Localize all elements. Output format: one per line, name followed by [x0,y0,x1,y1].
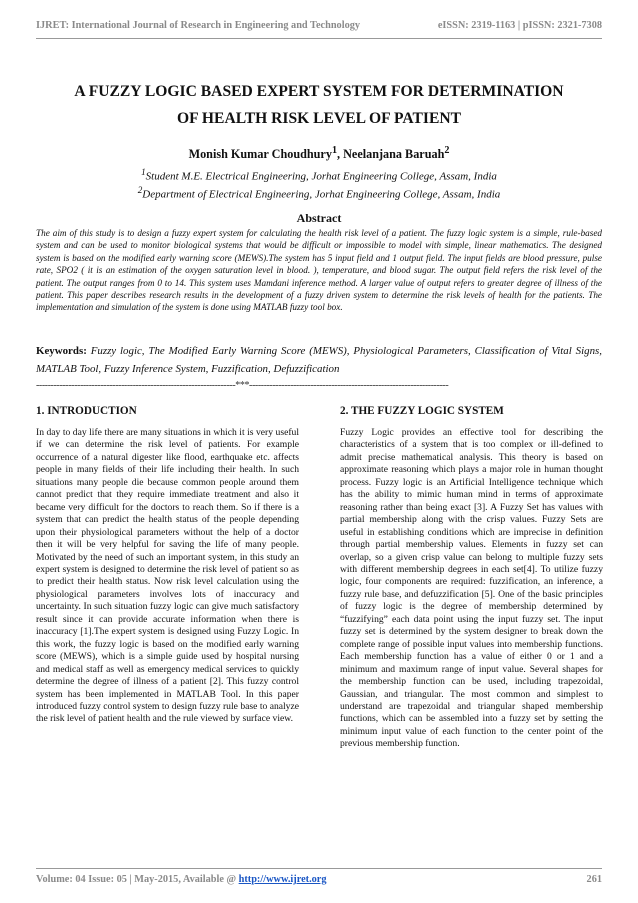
author-separator: , [337,147,344,162]
section-separator: --------------------------------------------------------------------***-------------------------------------------------------------------- [36,380,449,391]
author-1: Monish Kumar Choudhury [188,147,332,162]
journal-link[interactable]: http://www.ijret.org [238,874,327,885]
title-line-1: A FUZZY LOGIC BASED EXPERT SYSTEM FOR DETERMINATION [74,83,564,100]
affiliation-1-text: Student M.E. Electrical Engineering, Jorhat Engineering College, Assam, India [145,170,497,183]
journal-name: IJRET: International Journal of Research in Engineering and Technology [36,20,361,31]
author-2-marker: 2 [444,145,450,156]
author-2: Neelanjana Baruah [343,147,445,162]
affiliation-1 [36,167,602,183]
page-number: 261 [586,874,602,885]
volume-info: Volume: 04 Issue: 05 | May-2015, Available @ [36,874,239,885]
footer-divider [36,868,602,869]
introduction-body: In day to day life there are many situations in which it is very useful if we can determine the risk level of patients. For example occurrence of a natural digester like flood, earthquake etc. affects people in many fields of their life including their health. In such situations many people die because common people around them cannot predict that they require immediate treatment and also it became very difficult for the doctors to reach them. So if there is a system that can predict the health status of the people depending upon their physiological parameters without the help of a doctor then it will be very helpful for saving the life of many people. Motivated by the need of such an important system, in this study an expert system is designed to determine the risk level of patient so as to predict their health status. Now risk level calculation using the physiological parameters involves lots of inaccuracy and uncertainty. In such situation fuzzy logic can give much satisfactory result since it can provide accurate information when there is inaccuracy [1].The expert system is designed using Fuzzy Logic. In this work, the fuzzy logic is based on the modified early warning score (MEWS), which is a simple guide used by hospital nursing and medical staff as well as emergency medical services to quickly determine the degree of illness of a patient [2]. This fuzzy control system has been implemented in MATLAB Tool. In this paper introduced fuzzy control system to design fuzzy rule base to analyze the risk level of patient health and the rule viewed by surface view. [36,427,299,725]
issn-info: eISSN: 2319-1163 | pISSN: 2321-7308 [437,20,602,31]
right-column [340,405,603,751]
running-header [36,20,602,31]
running-footer [36,874,602,885]
abstract-heading: Abstract [296,211,342,225]
footer-volume [36,874,327,885]
author-1-marker: 1 [331,145,338,156]
affiliation-2 [36,185,602,201]
affiliation-1-marker: 1 [141,167,146,177]
fuzzy-logic-heading: 2. THE FUZZY LOGIC SYSTEM [340,405,504,417]
affiliation-2-marker: 2 [137,185,143,195]
affiliation-2-text: Department of Electrical Engineering, Jorhat Engineering College, Assam, India [142,188,501,201]
abstract-text: The aim of this study is to design a fuzzy expert system for calculating the health risk level of a patient. The fuzzy logic system is a simple, rule-based system and can be used to monitor biological systems that would be difficult or impossible to model with simple, linear mathematics. The designed system is based on the modified early warning score (MEWS).The system has 5 input field and 1 output field. The input fields are blood pressure, pulse rate, SPO2 ( it is an estimation of the oxygen saturation level in blood. ), temperature, and blood sugar. The output field refers the risk level of the patient. The output ranges from 0 to 14. This system uses Mamdani inference method. A larger value of output refers to greater degree of illness of the patient. This paper describes research results in the development of a fuzzy driven system to determine the risk levels of health for the patients. The implementation and simulation of the system is done using MATLAB fuzzy tool box. [36,228,602,313]
keywords [36,342,602,378]
left-column [36,405,299,726]
fuzzy-logic-body: Fuzzy Logic provides an effective tool for describing the characteristics of a system that is too complex or ill-defined to admit precise mathematical analysis. This theory is based on approximate reasoning which plays a major role in human thought process. Fuzzy logic is an Artificial Intelligence technique which has the ability to mimic human mind in terms of approximate reasoning rather than being exact [3]. A Fuzzy Set has values with partial membership along with the crisp values. Fuzzy Sets are useful in establishing conditions which are imprecise in definition through partial membership values. Elements in fuzzy set can overlap, so a given crisp value can belong to multiple fuzzy sets with different membership degrees in each set[4]. To utilize fuzzy logic, four components are required: fuzzification, an inference, a fuzzy rule base, and defuzzification [5]. One of the basic principles of fuzzy logic is the degree of membership determined by “fuzzifying” each data point using the input fuzzy set. The input fuzzy set is determined by the system designer to break down the complete range of possible input values into membership functions. Each membership function has a value of either 0 or 1 and a minimum and maximum range of input value. Several shapes for the membership function can be used, including trapezoidal, Gaussian, and triangular. The most common and simplest to understand are trapezoidal and triangular shaped membership functions, which can be assembled into a fuzzy set by setting the minimum input value of each function to the center point of the previous membership function. [340,427,603,750]
author-list [36,145,602,162]
paper-title [30,78,608,132]
keywords-text: Fuzzy logic, The Modified Early Warning Score (MEWS), Physiological Parameters, Classification of Vital Signs, MATLAB Tool, Fuzzy Inference System, Fuzzification, Defuzzification [36,345,602,375]
keywords-label: Keywords: [36,345,87,357]
header-divider [36,38,602,39]
introduction-heading: 1. INTRODUCTION [36,405,137,417]
title-line-2: OF HEALTH RISK LEVEL OF PATIENT [176,110,462,127]
